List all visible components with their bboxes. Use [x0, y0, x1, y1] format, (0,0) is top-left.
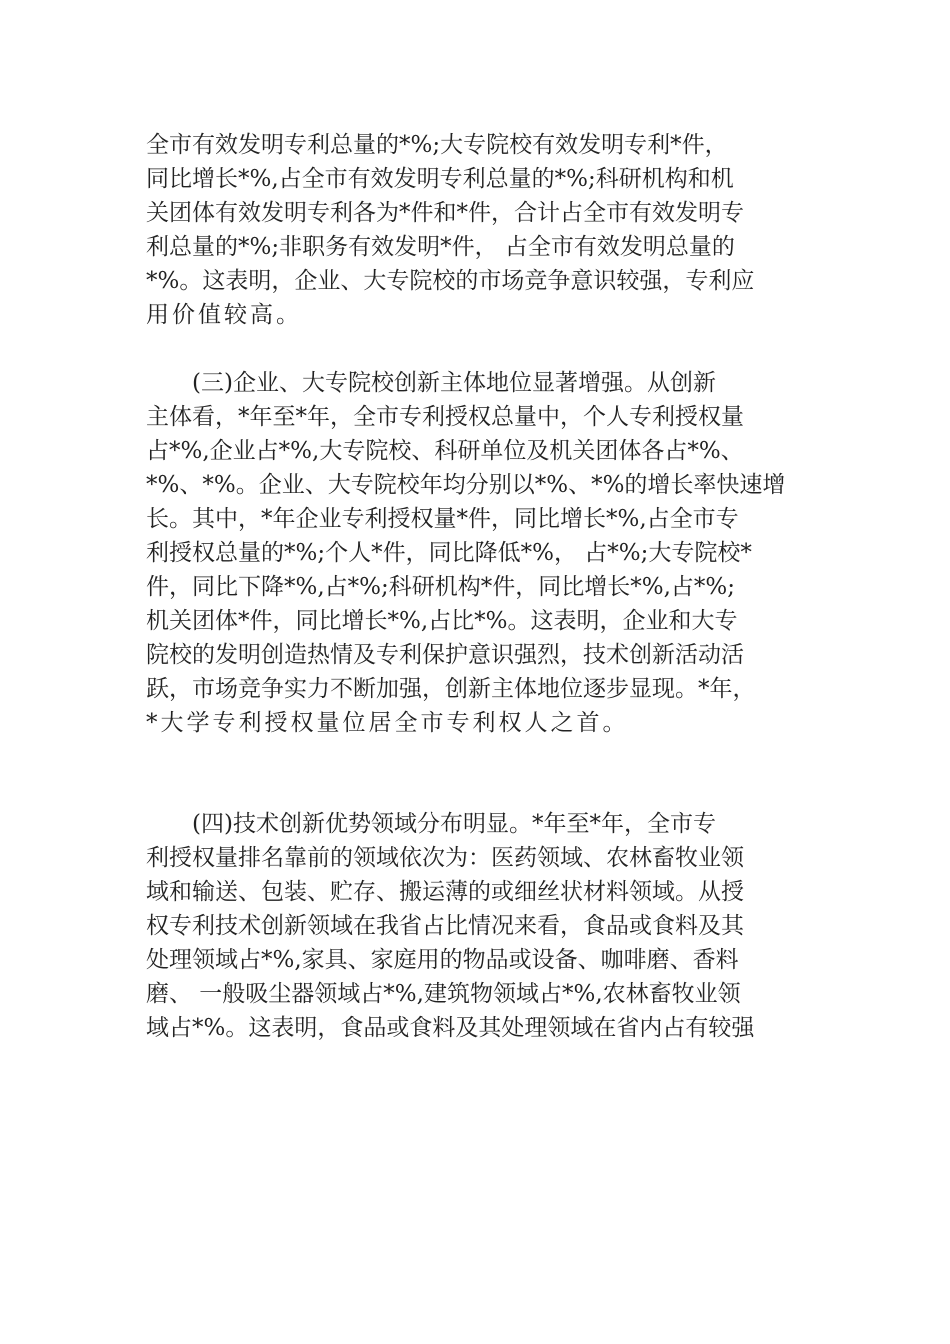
text-line: 利总量的*%;非职务有效发明*件， 占全市有效发明总量的: [146, 234, 735, 260]
text-line: 同比增长*%,占全市有效发明专利总量的*%;科研机构和机: [146, 166, 734, 192]
text-line: 关团体有效发明专利各为*件和*件，合计占全市有效发明专: [146, 200, 744, 226]
text-line: 磨、 一般吸尘器领域占*%,建筑物领域占*%,农林畜牧业领: [146, 981, 741, 1007]
text-line: 机关团体*件，同比增长*%,占比*%。这表明，企业和大专: [146, 608, 738, 634]
text-line: 域和输送、包装、贮存、搬运薄的或细丝状材料领域。从授: [146, 879, 744, 905]
text-line: 权专利技术创新领域在我省占比情况来看，食品或食料及其: [146, 913, 744, 939]
paragraph-technology-fields: [146, 807, 806, 1045]
text-line: 域占*%。这表明，食品或食料及其处理领域在省内占有较强: [146, 1015, 755, 1041]
text-line: 院校的发明创造热情及专利保护意识强烈，技术创新活动活: [146, 642, 744, 668]
text-line: 占*%,企业占*%,大专院校、科研单位及机关团体各占*%、: [146, 438, 744, 464]
text-line: 全市有效发明专利总量的*%;大专院校有效发明专利*件，: [146, 132, 728, 158]
text-line: *大学专利授权量位居全市专利权人之首。: [146, 710, 629, 736]
text-line: (三)企业、大专院校创新主体地位显著增强。从创新: [192, 370, 716, 396]
text-line: 长。其中，*年企业专利授权量*件，同比增长*%,占全市专: [146, 506, 739, 532]
paragraph-patent-holdings: [146, 128, 806, 332]
paragraph-innovation-subjects: [146, 366, 806, 740]
text-line: 处理领域占*%,家具、家庭用的物品或设备、咖啡磨、香料: [146, 947, 739, 973]
text-line: 件，同比下降*%,占*%;科研机构*件，同比增长*%,占*%;: [146, 574, 736, 600]
text-line: 利授权总量的*%;个人*件，同比降低*%， 占*%;大专院校*: [146, 540, 752, 566]
text-line: 主体看，*年至*年，全市专利授权总量中，个人专利授权量: [146, 404, 744, 430]
text-line: 用价值较高。: [146, 302, 302, 328]
text-line: *%。这表明，企业、大专院校的市场竞争意识较强，专利应: [146, 268, 755, 294]
text-line: *%、*%。企业、大专院校年均分别以*%、*%的增长率快速增: [146, 472, 786, 498]
text-line: 利授权量排名靠前的领域依次为：医药领域、农林畜牧业领: [146, 845, 744, 871]
text-line: (四)技术创新优势领域分布明显。*年至*年，全市专: [192, 811, 716, 837]
text-line: 跃，市场竞争实力不断加强，创新主体地位逐步显现。*年，: [146, 676, 756, 702]
